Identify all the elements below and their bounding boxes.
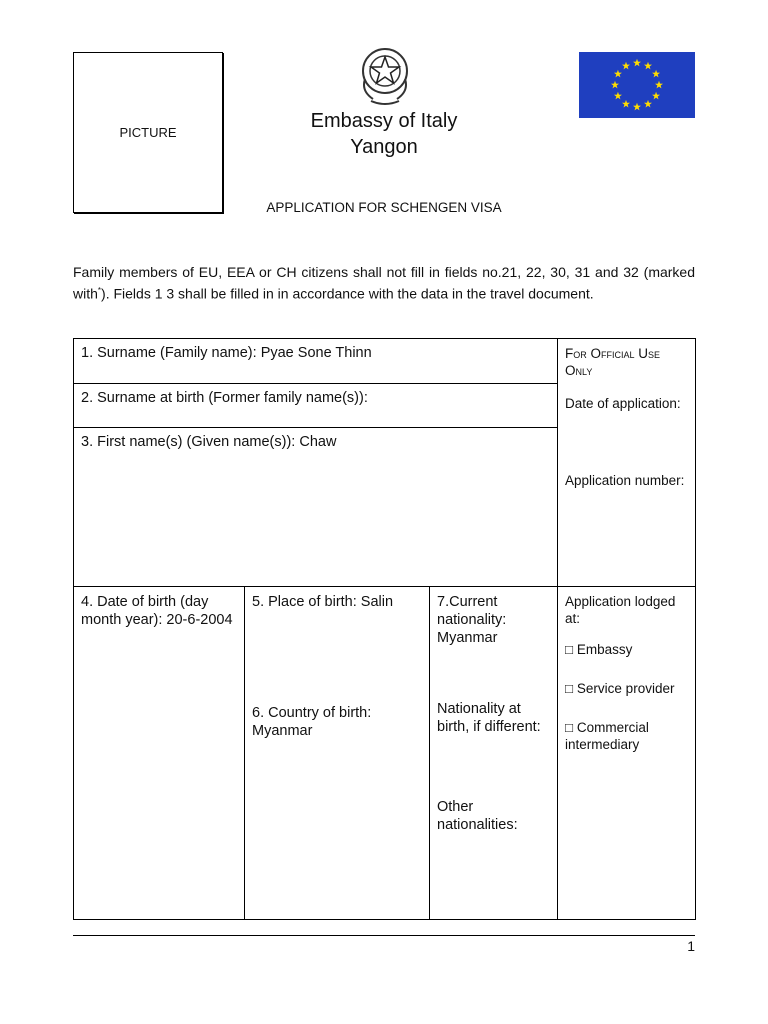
application-form-table bbox=[73, 338, 696, 920]
first-name-label: 3. First name(s) (Given name(s)): Chaw bbox=[81, 434, 337, 450]
italian-emblem-icon bbox=[357, 41, 413, 107]
instructions-notice bbox=[73, 264, 695, 303]
notice-part2: ). Fields 1 3 shall be filled in in accordance with the data in the travel document. bbox=[101, 285, 594, 302]
picture-label: PICTURE bbox=[119, 125, 177, 140]
place-of-birth-label: 5. Place of birth: Salin bbox=[252, 594, 394, 610]
other-nationalities-label: Other nationalities: bbox=[437, 799, 518, 833]
asterisk-marker: * bbox=[97, 285, 102, 295]
date-of-application-label: Date of application: bbox=[565, 396, 681, 411]
embassy-title: Embassy of Italy bbox=[310, 110, 458, 132]
service-provider-checkbox[interactable]: □ Service provider bbox=[565, 681, 675, 696]
form-subtitle: APPLICATION FOR SCHENGEN VISA bbox=[266, 200, 502, 215]
notice-part1: Family members of EU, EEA or CH citizens shall not fill in fields no.21, 22, 30, 31 and 32 (marked with bbox=[73, 264, 695, 302]
picture-box bbox=[73, 52, 223, 213]
first-name-field[interactable] bbox=[74, 428, 558, 587]
commercial-intermediary-checkbox[interactable]: □ Commercial intermediary bbox=[565, 720, 649, 752]
surname-at-birth-field[interactable] bbox=[74, 384, 558, 428]
footer-divider bbox=[73, 935, 695, 936]
page-number: 1 bbox=[687, 938, 695, 954]
nationality-at-birth-label: Nationality at birth, if different: bbox=[437, 701, 541, 735]
official-use-box-bottom bbox=[558, 587, 696, 920]
birth-place-cell[interactable] bbox=[245, 587, 430, 920]
surname-field[interactable] bbox=[74, 339, 558, 384]
country-of-birth-label: 6. Country of birth: Myanmar bbox=[252, 705, 372, 739]
nationality-cell[interactable] bbox=[430, 587, 558, 920]
date-of-birth-label: 4. Date of birth (day month year): 20-6-2004 bbox=[81, 594, 233, 628]
embassy-city: Yangon bbox=[350, 136, 418, 158]
surname-label: 1. Surname (Family name): Pyae Sone Thinn bbox=[81, 345, 372, 361]
surname-at-birth-label: 2. Surname at birth (Former family name(s)): bbox=[81, 390, 368, 406]
lodged-at-label: Application lodged at: bbox=[565, 594, 676, 626]
official-use-heading: For Official Use Only bbox=[565, 346, 661, 378]
eu-flag-icon bbox=[579, 52, 695, 118]
official-use-box-top bbox=[558, 339, 696, 587]
current-nationality-label: 7.Current nationality: Myanmar bbox=[437, 594, 507, 646]
embassy-checkbox[interactable]: □ Embassy bbox=[565, 642, 633, 657]
application-number-label: Application number: bbox=[565, 473, 685, 488]
date-of-birth-field[interactable] bbox=[74, 587, 245, 920]
